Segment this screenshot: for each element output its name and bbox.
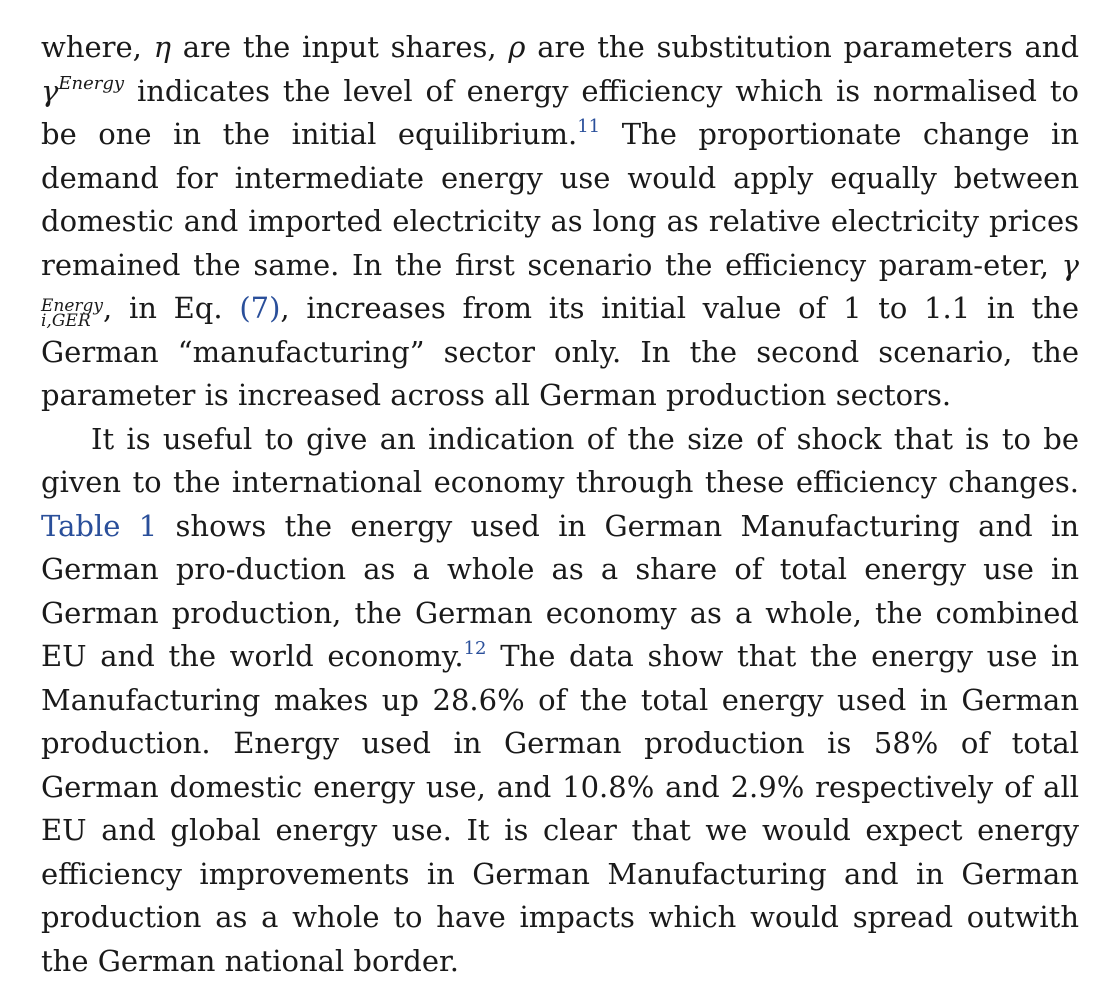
paragraph-shock-size: [41, 418, 1079, 983]
text-segment: It is useful to give an indication of the size of shock that is to be given to the international economy through these efficiency changes.: [41, 422, 1079, 500]
text-segment: The proportionate change in demand for intermediate energy use would apply equally between domestic and imported electricity as long as relative electricity prices remained the same. In the first scenario the efficiency param-eter,: [41, 117, 1079, 282]
text-segment: The data show that the energy use in Manufacturing makes up 28.6% of the total energy used in German production. Energy used in German production is 58% of total German domestic energy use, and 10.8% and 2.9% respectively of all EU and global energy use. It is clear that we would expect energy efficiency improvements in German Manufacturing and in German production as a whole to have impacts which would spread outwith the German national border.: [41, 639, 1079, 978]
table-link-1[interactable]: Table 1: [41, 509, 157, 543]
footnote-link-12[interactable]: 12: [464, 638, 487, 659]
gamma-symbol: γ: [1062, 248, 1079, 282]
text-segment: indicates the level of energy efficiency which is normalised to be one in the initial equilibrium.: [41, 74, 1079, 152]
equation-link-7[interactable]: (7): [239, 291, 280, 325]
text-segment: , increases from its initial value of 1 to 1.1 in the German “manufacturing” sector only. In the second scenario, the parameter is increased across all German production sectors.: [41, 291, 1079, 412]
gamma-sub-superscript: [41, 299, 103, 329]
text-segment: , in Eq.: [103, 291, 223, 325]
gamma-superscript: Energy: [41, 299, 103, 314]
rho-symbol: ρ: [508, 30, 525, 64]
text-segment: shows the energy used in German Manufacturing and in German pro-duction as a whole as a share of total energy use in German production, the German economy as a whole, the combined EU and the world economy.: [41, 509, 1079, 674]
text-segment: are the input shares,: [183, 30, 497, 64]
text-segment: where,: [41, 30, 142, 64]
gamma-symbol: γ: [41, 74, 58, 108]
text-segment: are the substitution parameters and: [537, 30, 1079, 64]
gamma-subscript: i,GER: [41, 314, 103, 329]
eta-symbol: η: [154, 30, 171, 64]
paragraph-efficiency-scenarios: [41, 26, 1079, 418]
gamma-energy-symbol: [41, 74, 124, 108]
article-body: [41, 26, 1079, 983]
gamma-superscript: Energy: [58, 73, 124, 94]
footnote-link-11[interactable]: 11: [577, 116, 600, 137]
